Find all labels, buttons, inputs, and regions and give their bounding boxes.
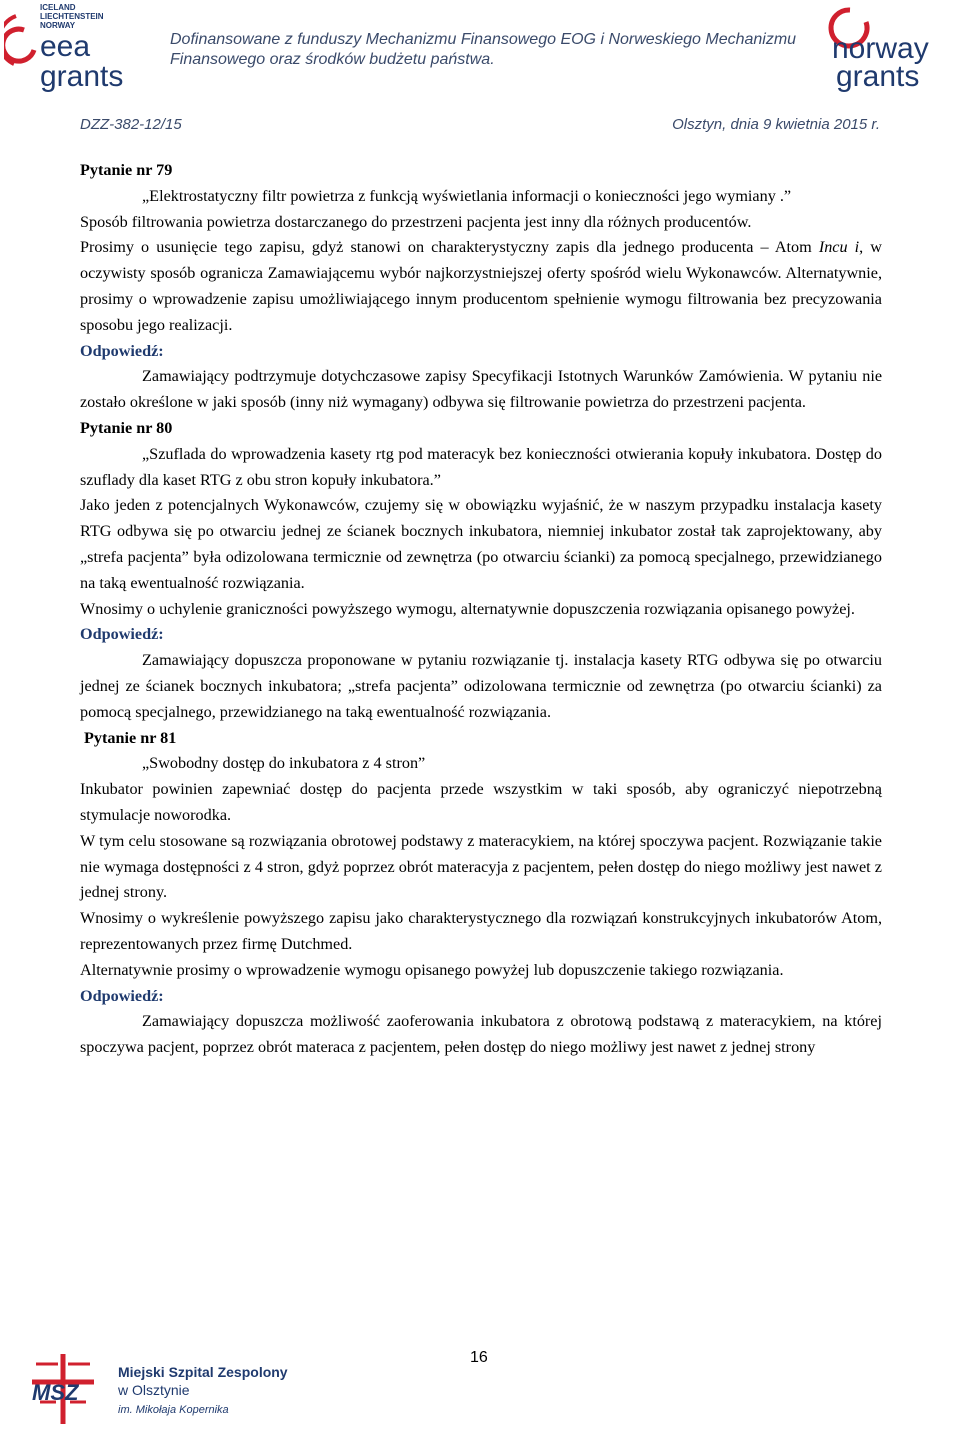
question-81-paragraph-3: Wnosimy o wykreślenie powyższego zapisu jako charakterystycznego dla rozwiązań konstrukcyjnych inkubatorów Atom, reprezentowanych przez firmę Dutchmed.	[80, 909, 882, 953]
question-80-request: Wnosimy o uchylenie graniczności powyższego wymogu, alternatywnie dopuszczenia rozwiązania opisanego powyżej.	[80, 599, 855, 618]
q79-request-part-1: Prosimy o usunięcie tego zapisu, gdyż stanowi on charakterystyczny zapis dla jednego producenta – Atom	[80, 238, 819, 257]
question-81-paragraph-1: Inkubator powinien zapewniać dostęp do pacjenta przede wszystkim w taki sposób, aby ograniczyć niepotrzebną stymulacje noworodka.	[80, 780, 882, 824]
eea-line3: NORWAY	[40, 21, 76, 30]
eea-grants-logo	[4, 0, 154, 92]
answer-81-label: Odpowiedź:	[80, 986, 164, 1005]
question-80-paragraph: Jako jeden z potencjalnych Wykonawców, czujemy się w obowiązku wyjaśnić, że w naszym przypadku instalacja kasety RTG odbywa się po otwarciu jednej ze ścianek bocznych inkubatora, niemniej inkubator został tak zaprojektowany, aby „strefa pacjenta” była odizolowana termicznie od zewnętrza (po otwarciu ścianki) za pomocą specjalnego, przewidzianego na taką ewentualność rozwiązania.	[80, 496, 882, 592]
question-81-title: Pytanie nr 81	[84, 728, 177, 747]
hospital-logo-letters: MSZ	[32, 1380, 79, 1405]
funding-statement	[170, 30, 810, 70]
hospital-line-1: Miejski Szpital Zespolony	[118, 1364, 288, 1380]
q79-request-product: Incu i	[818, 238, 860, 257]
question-79-paragraph: Sposób filtrowania powietrza dostarczanego do przestrzeni pacjenta jest inny dla różnych producentów.	[80, 212, 752, 231]
question-81-paragraph-2: W tym celu stosowane są rozwiązania obrotowej podstawy z materacykiem, na której spoczywa pacjent. Rozwiązanie takie nie wymaga dostępności z 4 stron, gdyż poprzez obrót materacyja z pacjentem, pełen dostęp do niego możliwy jest nawet z jednej strony.	[80, 831, 882, 902]
document-date: Olsztyn, dnia 9 kwietnia 2015 r.	[672, 116, 880, 133]
question-81-paragraph-4: Alternatywnie prosimy o wprowadzenie wymogu opisanego powyżej lub dopuszczenie takiego rozwiązania.	[80, 960, 784, 979]
answer-79-label: Odpowiedź:	[80, 341, 164, 360]
funding-line-1: Dofinansowane z funduszy Mechanizmu Finansowego EOG i Norweskiego Mechanizmu	[170, 31, 797, 48]
document-number: DZZ-382-12/15	[80, 116, 182, 133]
question-79-quote: „Elektrostatyczny filtr powietrza z funkcją wyświetlania informacji o konieczności jego wymiany .”	[142, 186, 792, 205]
norway-word2: grants	[836, 60, 920, 92]
eea-line1: ICELAND	[40, 3, 76, 12]
question-79-request	[80, 235, 882, 338]
funding-line-2: Finansowego oraz środków budżetu państwa.	[170, 51, 495, 68]
answer-80-label: Odpowiedź:	[80, 625, 164, 644]
answer-80-text: Zamawiający dopuszcza proponowane w pytaniu rozwiązanie tj. instalacja kasety RTG odbywa się po otwarciu jednej ze ścianek bocznych inkubatora; „strefa pacjenta” odizolowana termicznie od zewnętrza (po otwarciu ścianki) za pomocą specjalnego, przewidzianego na taką ewentualność rozwiązania.	[80, 651, 882, 721]
hospital-logo	[28, 1352, 98, 1426]
hospital-line-3: im. Mikołaja Kopernika	[118, 1404, 229, 1416]
answer-79-text: Zamawiający podtrzymuje dotychczasowe zapisy Specyfikacji Istotnych Warunków Zamówienia. W pytaniu nie zostało określone w jaki sposób (inny niż wymagany) odbywa się filtrowanie powietrza do przestrzeni pacjenta.	[80, 367, 882, 412]
document-body	[80, 158, 882, 1061]
q79-request-part-2: , w oczywisty sposób ogranicza Zamawiającemu wybór najkorzystniejszej oferty spośród wielu Wykonawców. Alternatywnie, prosimy o wprowadzenie zapisu umożliwiającego innym producentom spełnienie wymogu filtrowania bez precyzowania sposobu jego realizacji.	[80, 238, 882, 334]
question-80-title: Pytanie nr 80	[80, 418, 173, 437]
norway-word1: norway	[832, 32, 929, 65]
answer-81-text: Zamawiający dopuszcza możliwość zaoferowania inkubatora z obrotową podstawą z materacykiem, na której spoczywa pacjent, poprzez obrót materaca z pacjentem, pełen dostęp do niego możliwy jest nawet z jednej strony	[80, 1012, 882, 1057]
eea-word2: grants	[40, 60, 124, 92]
question-81-quote: „Swobodny dostęp do inkubatora z 4 stron”	[142, 754, 426, 773]
hospital-name	[118, 1364, 288, 1421]
question-80-quote: „Szuflada do wprowadzenia kasety rtg pod materacyk bez konieczności otwierania kopuły inkubatora. Dostęp do szuflady dla kaset RTG z obu stron kopuły inkubatora.”	[80, 444, 882, 489]
eea-word1: eea	[40, 30, 91, 63]
norway-grants-logo	[826, 2, 960, 92]
page-number: 16	[470, 1349, 488, 1366]
eea-line2: LIECHTENSTEIN	[40, 12, 104, 21]
question-79-title: Pytanie nr 79	[80, 161, 173, 179]
hospital-line-2: w Olsztynie	[118, 1382, 190, 1398]
